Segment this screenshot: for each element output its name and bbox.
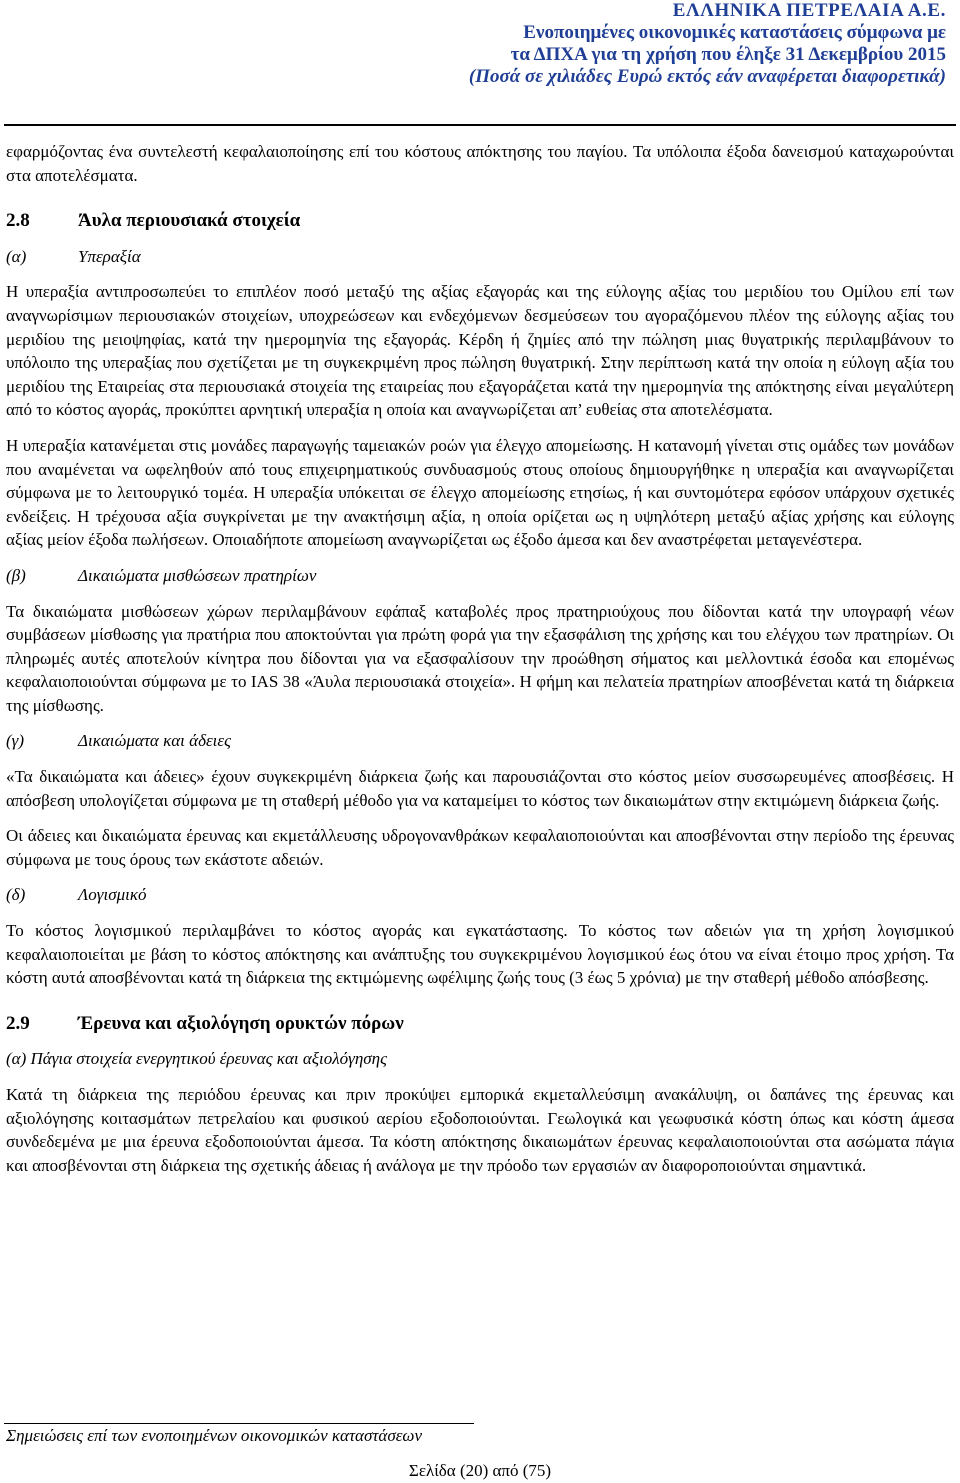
subsection-d-heading [6,883,954,907]
footer-note: Σημειώσεις επί των ενοποιημένων οικονομικών καταστάσεων [6,1426,422,1445]
lease-rights-paragraph: Τα δικαιώματα μισθώσεων χώρων περιλαμβάνουν εφάπαξ καταβολές προς πρατηριούχους που δίδονται κατά την υπογραφή νέων συμβάσεων μίσθωσης για πρατήρια που αποκτούνται για πρώτη φορά για την εξασφάλιση της χρήσης και του ελέγχου των πρατηρίων. Οι πληρωμές αυτές αποτελούν κίνητρα που δίδονται για να εξασφαλίσουν την προώθηση σήματος και μελλοντικά έσοδα και επομένως κεφαλαιοποιούνται σύμφωνα με το IAS 38 «Άυλα περιουσιακά στοιχεία». Η φήμη και πελατεία πρατηρίων αποσβένεται κατά τη διάρκεια της μίσθωσης. [6,601,954,715]
subsection-a-heading [6,245,954,269]
goodwill-paragraph-2: Η υπεραξία κατανέμεται στις μονάδες παραγωγής ταμειακών ροών για έλεγχο απομείωσης. Η κατανομή γίνεται στις ομάδες των μονάδων που αναμένεται να ωφεληθούν από τους επιχειρηματικούς συνδυασμούς στους οποίους δημιουργήθηκε η υπεραξία και αναγνωρίζεται σύμφωνα με το λειτουργικό τομέα. Η υπεραξία υπόκειται σε έλεγχο απομείωσης ετησίως, ή και συντομότερα εφόσον υπάρχουν σχετικές ενδείξεις. Η τρέχουσα αξία συγκρίνεται με την ανακτήσιμη αξία, η οποία ορίζεται ως η υψηλότερη μεταξύ αξίας χρήσης και εύλογης αξίας μείον έξοδα πωλήσεων. Οποιαδήποτε απομείωση αναγνωρίζεται ως έξοδο άμεσα και δεν αναστρέφεται μεταγενέστερα. [6,435,954,550]
rights-paragraph-1: «Τα δικαιώματα και άδειες» έχουν συγκεκριμένη διάρκεια ζωής και παρουσιάζονται στο κόστος μείον συσσωρευμένες αποσβέσεις. Η απόσβεση υπολογίζεται σύμφωνα με τη σταθερή μέθοδο για να καταμείμει το κόστος των δικαιωμάτων στην εκτιμώμενη διάρκεια ζωής. [6,767,954,810]
header-rule [4,124,956,126]
page-number: Σελίδα (20) από (75) [408,1461,552,1480]
subsection-c-heading [6,729,954,753]
goodwill-paragraph-1: Η υπεραξία αντιπροσωπεύει το επιπλέον ποσό μεταξύ της αξίας εξαγοράς και της εύλογης αξίας του μεριδίου του Ομίλου επί των αναγνωρίσιμων περιουσιακών στοιχείων, υποχρεώσεων και ενδεχόμενων δεσμεύσεων του αγοραζόμενου πλέον της εύλογης αξίας του μεριδίου της μειοψηφίας, κατά την ημερομηνία της εξαγοράς. Κέρδη ή ζημίες από την πώληση μιας θυγατρικής περιλαμβάνουν το υπόλοιπο της υπεραξίας που σχετίζεται με τη συγκεκριμένη προς πώληση θυγατρική. Στην περίπτωση κατά την οποία η εύλογη αξία του μεριδίου της Εταιρείας στα περιουσιακά στοιχεία της εταιρείας που εξαγοράζεται κατά την ημερομηνία της απόκτησης είναι μεγαλύτερη από το κόστος αγοράς, προκύπτει αρνητική υπεραξία η οποία και αναγνωρίζεται απ’ ευθείας στα αποτελέσματα. [6,282,954,420]
footer-rule [4,1423,474,1424]
subsection-label: (β) [6,565,26,585]
subsection-label: (α) [6,246,27,266]
subsection-b-heading [6,564,954,588]
subsection-title: Δικαιώματα και άδειες [78,731,231,751]
exploration-paragraph: Κατά τη διάρκεια της περιόδου έρευνας και πριν προκύψει εμπορικά εκμεταλλεύσιμη ανακάλυψη, οι δαπάνες της έρευνας και αξιολόγησης κοιτασμάτων πετρελαίου και φυσικού αερίου εξοδοποιούνται. Γεωλογικά και γεωφυσικά κόστη όπως και κόστη άμεσα συνδεδεμένα με μια έρευνα εξοδοποιούνται άμεσα. Τα κόστη απόκτησης δικαιωμάτων έρευνας κεφαλαιοποιούνται στα ασώματα πάγια και αποσβένονται στη διάρκεια της σχετικής άδειας ή ανάλογα με την πρόοδο των εργασιών αν διαφοροποιούνται σημαντικά. [6,1085,954,1175]
company-name: ΕΛΛΗΝΙΚΑ ΠΕΤΡΕΛΑΙΑ Α.Ε. [672,0,946,21]
software-paragraph: Το κόστος λογισμικού περιλαμβάνει το κόστος αγοράς και εγκατάστασης. Το κόστος των αδειών για τη χρήση λογισμικού κεφαλαιοποιείται με βάση το κόστος απόκτησης και ανάπτυξης του συγκεκριμένου λογισμικού έως ότου να είναι έτοιμο προς χρήση. Τα κόστη αυτά αποσβένονται κατά τη διάρκεια της εκτιμώμενης ωφέλιμης ζωής τους (3 έως 5 χρόνια) με την σταθερή μέθοδο απόσβεσης. [6,921,954,988]
section-number: 2.8 [6,210,30,232]
subsection-2-9-a-heading [6,1047,954,1071]
section-2-9-heading [6,1012,954,1036]
subsection-title: Δικαιώματα μισθώσεων πρατηρίων [78,565,317,585]
subsection-title: Υπεραξία [78,246,141,266]
section-title: Άυλα περιουσιακά στοιχεία [78,210,301,232]
page-header [469,0,946,88]
header-line-3: τα ΔΠΧΑ για τη χρήση που έληξε 31 Δεκεμβρίου 2015 [510,44,946,65]
section-number: 2.9 [6,1012,30,1034]
subsection-title: (α) Πάγια στοιχεία ενεργητικού έρευνας και αξιολόγησης [6,1049,387,1069]
section-2-8-heading [6,209,954,233]
header-currency-note: (Ποσά σε χιλιάδες Ευρώ εκτός εάν αναφέρεται διαφορετικά) [468,66,946,87]
intro-paragraph: εφαρμόζοντας ένα συντελεστή κεφαλαιοποίησης επί του κόστους απόκτησης του παγίου. Τα υπόλοιπα έξοδα δανεισμού καταχωρούνται στα αποτελέσματα. [6,142,954,185]
document-body [6,140,954,1177]
rights-paragraph-2: Οι άδειες και δικαιώματα έρευνας και εκμετάλλευσης υδρογονανθράκων κεφαλαιοποιούνται και αποσβένονται στην περίοδο της έρευνας σύμφωνα με τους όρους των εκάστοτε αδειών. [6,826,954,869]
subsection-label: (δ) [6,885,26,905]
header-line-2: Ενοποιημένες οικονομικές καταστάσεις σύμφωνα με [523,22,946,43]
section-title: Έρευνα και αξιολόγηση ορυκτών πόρων [78,1012,404,1034]
subsection-title: Λογισμικό [78,885,147,905]
subsection-label: (γ) [6,731,25,751]
